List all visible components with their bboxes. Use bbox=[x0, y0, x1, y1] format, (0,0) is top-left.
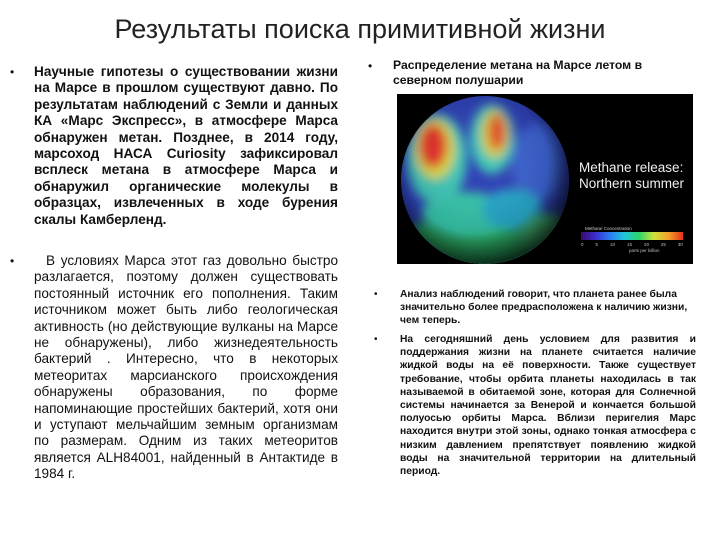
scale-tick: 15 bbox=[626, 242, 632, 247]
scale-tick: 10 bbox=[609, 242, 615, 247]
left-paragraph-2: В условиях Марса этот газ довольно быстро разлагается, поэтому должен существовать постоянный источник его пополнения. Таким источником может быть либо геологическая активность (но действующие вулканы на Марсе не обнаружены), либо жизнедеятельность бактерий . Интересно, что в некоторых метеоритах марсианского происхождения обнаружены образования, по форме напоминающие простейших бактерий, хотя они и уступают мельчайшим земным организмам по размерам. Одним из таких метеоритов является ALH84001, найденный в Антактиде в 1984 г. bbox=[34, 253, 338, 482]
figure-caption: Распределение метана на Марсе летом в северном полушарии bbox=[393, 58, 643, 87]
scale-ticks bbox=[581, 242, 683, 247]
bullet-marker: • bbox=[10, 65, 15, 79]
scale-label: Methane Concentration bbox=[585, 226, 632, 231]
methane-map-figure bbox=[397, 94, 693, 264]
bullet-marker: • bbox=[368, 59, 373, 73]
figure-title-line-1: Methane release: bbox=[579, 160, 684, 175]
bullet-marker: • bbox=[374, 334, 378, 345]
color-scale-bar bbox=[581, 232, 683, 240]
slide-title: Результаты поиска примитивной жизни bbox=[114, 14, 606, 44]
scale-tick: 25 bbox=[660, 242, 666, 247]
figure-title bbox=[579, 160, 684, 192]
right-paragraph-1: Анализ наблюдений говорит, что планета ранее была значительно более предрасположена к наличию жизни, чем теперь. bbox=[400, 289, 688, 327]
left-paragraph-1: Научные гипотезы о существовании жизни на Марсе в прошлом существуют давно. По результатам наблюдений с Земли и данных КА «Марс Экспресс», в атмосфере Марса обнаружен метан. Позднее, в 2014 году, марсоход НАСА Curiosity зафиксировал всплеск метана в атмосфере Марса и обнаружил органические молекулы в образцах, извлеченных в ходе бурения скалы Камберленд. bbox=[34, 64, 338, 227]
bullet-marker: • bbox=[10, 254, 15, 268]
right-paragraph-2: На сегодняшний день условием для развития и поддержания жизни на планете считается наличие жидкой воды на её поверхности. Также существует требование, чтобы орбита планеты находилась в так называемой в обитаемой зоне, которая для Солнечной системы начинается за Венерой и кончается большой полуосью орбиты Марса. Вблизи перигелия Марс находится внутри этой зоны, однако тонкая атмосфера с низким давлением препятствует появлению жидкой воды на значительной территории на длительный период. bbox=[400, 334, 696, 478]
scale-tick: 20 bbox=[643, 242, 649, 247]
bullet-marker: • bbox=[374, 289, 378, 300]
figure-title-line-2: Northern summer bbox=[579, 176, 685, 191]
scale-tick: 0 bbox=[581, 242, 584, 247]
scale-tick: 5 bbox=[595, 242, 598, 247]
scale-tick: 30 bbox=[677, 242, 683, 247]
scale-unit: parts per billion bbox=[629, 248, 660, 253]
